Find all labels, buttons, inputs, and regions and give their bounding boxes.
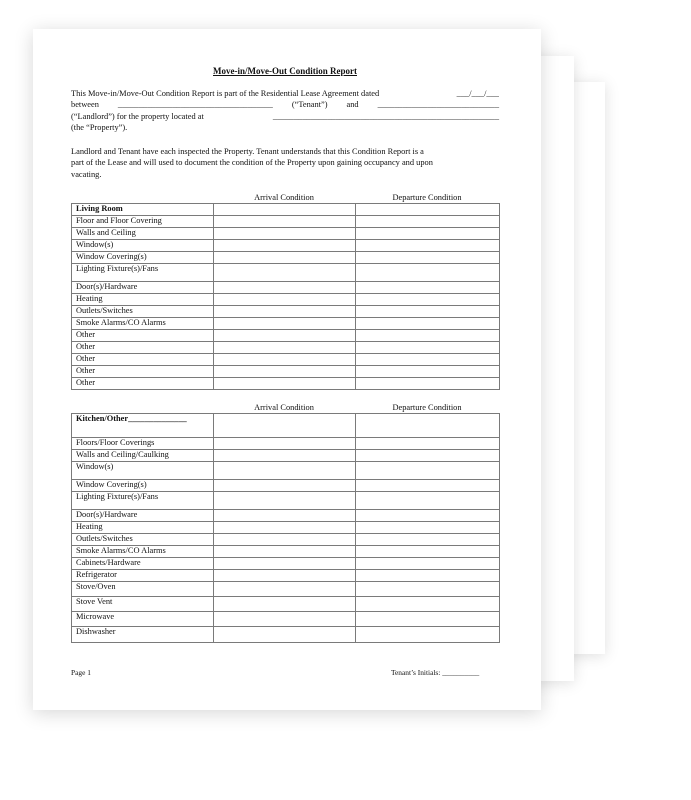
table-row [72, 342, 500, 354]
tenant-blank: _____________________________________ [117, 100, 273, 110]
table-row [72, 558, 500, 570]
item-label: Heating [72, 294, 214, 306]
arrival-condition-cell[interactable] [214, 414, 356, 438]
table-row [72, 480, 500, 492]
arrival-condition-cell[interactable] [214, 522, 356, 534]
arrival-condition-cell[interactable] [214, 597, 356, 612]
departure-condition-cell[interactable] [356, 627, 500, 643]
item-label: Other [72, 354, 214, 366]
table-row [72, 252, 500, 264]
arrival-condition-cell[interactable] [214, 216, 356, 228]
item-label: Outlets/Switches [72, 534, 214, 546]
departure-condition-cell[interactable] [356, 462, 500, 480]
arrival-condition-cell[interactable] [214, 450, 356, 462]
item-label: Other [72, 342, 214, 354]
arrival-condition-cell[interactable] [214, 354, 356, 366]
intro-text: between [71, 100, 99, 110]
intro-line-3 [71, 111, 499, 122]
departure-condition-cell[interactable] [356, 414, 500, 438]
departure-condition-cell[interactable] [356, 450, 500, 462]
item-label: Refrigerator [72, 570, 214, 582]
section-title-row [72, 414, 500, 438]
kitchen-table [71, 413, 500, 643]
arrival-condition-cell[interactable] [214, 264, 356, 282]
inspection-line-2 [71, 157, 499, 168]
arrival-condition-cell[interactable] [214, 204, 356, 216]
arrival-condition-cell[interactable] [214, 438, 356, 450]
table-row [72, 240, 500, 252]
item-label: Other [72, 366, 214, 378]
item-label: Kitchen/Other______________ [72, 414, 214, 438]
departure-condition-cell[interactable] [356, 216, 500, 228]
kitchen-column-headers [71, 402, 499, 413]
item-label: Window(s) [72, 462, 214, 480]
item-label: Cabinets/Hardware [72, 558, 214, 570]
table-row [72, 582, 500, 597]
section-title-row [72, 204, 500, 216]
arrival-condition-cell[interactable] [214, 570, 356, 582]
table-row [72, 570, 500, 582]
departure-condition-cell[interactable] [356, 480, 500, 492]
departure-condition-cell[interactable] [356, 204, 500, 216]
page-number: Page 1 [71, 668, 91, 677]
arrival-condition-cell[interactable] [214, 330, 356, 342]
departure-condition-cell[interactable] [356, 612, 500, 627]
departure-condition-cell[interactable] [356, 597, 500, 612]
intro-text: and [346, 100, 359, 110]
date-blank: ___/___/___ [456, 89, 499, 98]
item-label: Window Covering(s) [72, 480, 214, 492]
arrival-condition-cell[interactable] [214, 510, 356, 522]
table-row [72, 330, 500, 342]
arrival-condition-cell[interactable] [214, 342, 356, 354]
arrival-condition-cell[interactable] [214, 228, 356, 240]
item-label: Stove/Oven [72, 582, 214, 597]
arrival-condition-cell[interactable] [214, 627, 356, 643]
table-row [72, 597, 500, 612]
tenant-initials: Tenant’s Initials: __________ [391, 668, 480, 677]
departure-condition-cell[interactable] [356, 330, 500, 342]
table-row [72, 318, 500, 330]
item-label: Window Covering(s) [72, 252, 214, 264]
arrival-condition-cell[interactable] [214, 306, 356, 318]
inspection-line-1 [71, 146, 499, 157]
departure-condition-cell[interactable] [356, 342, 500, 354]
arrival-condition-cell[interactable] [214, 378, 356, 390]
table-row [72, 612, 500, 627]
arrival-condition-cell[interactable] [214, 612, 356, 627]
item-label: Stove Vent [72, 597, 214, 612]
departure-condition-cell[interactable] [356, 318, 500, 330]
intro-line-2 [71, 99, 499, 110]
item-label: Outlets/Switches [72, 306, 214, 318]
departure-condition-cell[interactable] [356, 378, 500, 390]
departure-condition-header: Departure Condition [392, 193, 462, 202]
intro-text: This Move-in/Move-Out Condition Report is part of the Residential Lease Agreement dated [71, 89, 380, 98]
departure-condition-cell[interactable] [356, 264, 500, 282]
intro-paragraph [71, 88, 499, 134]
arrival-condition-cell[interactable] [214, 558, 356, 570]
living-room-table [71, 203, 500, 390]
departure-condition-cell[interactable] [356, 534, 500, 546]
table-row [72, 627, 500, 643]
departure-condition-cell[interactable] [356, 546, 500, 558]
item-label: Other [72, 330, 214, 342]
arrival-condition-header: Arrival Condition [254, 193, 314, 202]
arrival-condition-cell[interactable] [214, 534, 356, 546]
item-label: Living Room [72, 204, 214, 216]
inspection-line-3: vacating. [71, 169, 102, 179]
arrival-condition-cell[interactable] [214, 294, 356, 306]
departure-condition-cell[interactable] [356, 228, 500, 240]
table-row [72, 534, 500, 546]
intro-line-1 [71, 88, 499, 99]
item-label: Smoke Alarms/CO Alarms [72, 546, 214, 558]
departure-condition-cell[interactable] [356, 570, 500, 582]
table-row [72, 510, 500, 522]
departure-condition-cell[interactable] [356, 354, 500, 366]
departure-condition-cell[interactable] [356, 306, 500, 318]
table-row [72, 216, 500, 228]
arrival-condition-cell[interactable] [214, 252, 356, 264]
table-row [72, 462, 500, 480]
departure-condition-header: Departure Condition [392, 403, 462, 412]
item-label: Walls and Ceiling/Caulking [72, 450, 214, 462]
item-label: Microwave [72, 612, 214, 627]
arrival-condition-cell[interactable] [214, 240, 356, 252]
table-row [72, 354, 500, 366]
inspection-paragraph [71, 146, 499, 180]
item-label: Door(s)/Hardware [72, 282, 214, 294]
item-label: Floor and Floor Covering [72, 216, 214, 228]
arrival-condition-cell[interactable] [214, 282, 356, 294]
property-blank: ______________________________________________________ [272, 111, 499, 121]
departure-condition-cell[interactable] [356, 294, 500, 306]
table-row [72, 294, 500, 306]
arrival-condition-cell[interactable] [214, 582, 356, 597]
table-row [72, 228, 500, 240]
departure-condition-cell[interactable] [356, 282, 500, 294]
intro-text: (“Tenant”) [291, 100, 328, 110]
arrival-condition-header: Arrival Condition [254, 403, 314, 412]
document-title: Move-in/Move-Out Condition Report [213, 66, 357, 76]
departure-condition-cell[interactable] [356, 582, 500, 597]
table-row [72, 282, 500, 294]
arrival-condition-cell[interactable] [214, 546, 356, 558]
item-label: Dishwasher [72, 627, 214, 643]
table-row [72, 378, 500, 390]
departure-condition-cell[interactable] [356, 558, 500, 570]
landlord-blank: _____________________________ [377, 100, 499, 110]
table-row [72, 366, 500, 378]
departure-condition-cell[interactable] [356, 252, 500, 264]
item-label: Lighting Fixture(s)/Fans [72, 264, 214, 282]
item-label: Window(s) [72, 240, 214, 252]
departure-condition-cell[interactable] [356, 522, 500, 534]
arrival-condition-cell[interactable] [214, 366, 356, 378]
item-label: Door(s)/Hardware [72, 510, 214, 522]
item-label: Other [72, 378, 214, 390]
table-row [72, 546, 500, 558]
intro-text: (“Landlord”) for the property located at [71, 111, 204, 121]
item-label: Floors/Floor Coverings [72, 438, 214, 450]
table-row [72, 438, 500, 450]
departure-condition-cell[interactable] [356, 366, 500, 378]
departure-condition-cell[interactable] [356, 492, 500, 510]
table-row [72, 492, 500, 510]
item-label: Lighting Fixture(s)/Fans [72, 492, 214, 510]
departure-condition-cell[interactable] [356, 240, 500, 252]
item-label: Heating [72, 522, 214, 534]
intro-line-4: (the “Property”). [71, 123, 128, 133]
arrival-condition-cell[interactable] [214, 492, 356, 510]
living-room-column-headers [71, 192, 499, 203]
arrival-condition-cell[interactable] [214, 480, 356, 492]
item-label: Smoke Alarms/CO Alarms [72, 318, 214, 330]
document-page [33, 29, 541, 710]
table-row [72, 264, 500, 282]
table-row [72, 522, 500, 534]
arrival-condition-cell[interactable] [214, 462, 356, 480]
table-row [72, 450, 500, 462]
table-row [72, 306, 500, 318]
departure-condition-cell[interactable] [356, 510, 500, 522]
inspection-text: Landlord and Tenant have each inspected the Property. Tenant understands that this Condition Report is a [71, 147, 424, 156]
departure-condition-cell[interactable] [356, 438, 500, 450]
arrival-condition-cell[interactable] [214, 318, 356, 330]
item-label: Walls and Ceiling [72, 228, 214, 240]
inspection-text: part of the Lease and will used to document the condition of the Property upon gaining occupancy and upon [71, 158, 433, 168]
